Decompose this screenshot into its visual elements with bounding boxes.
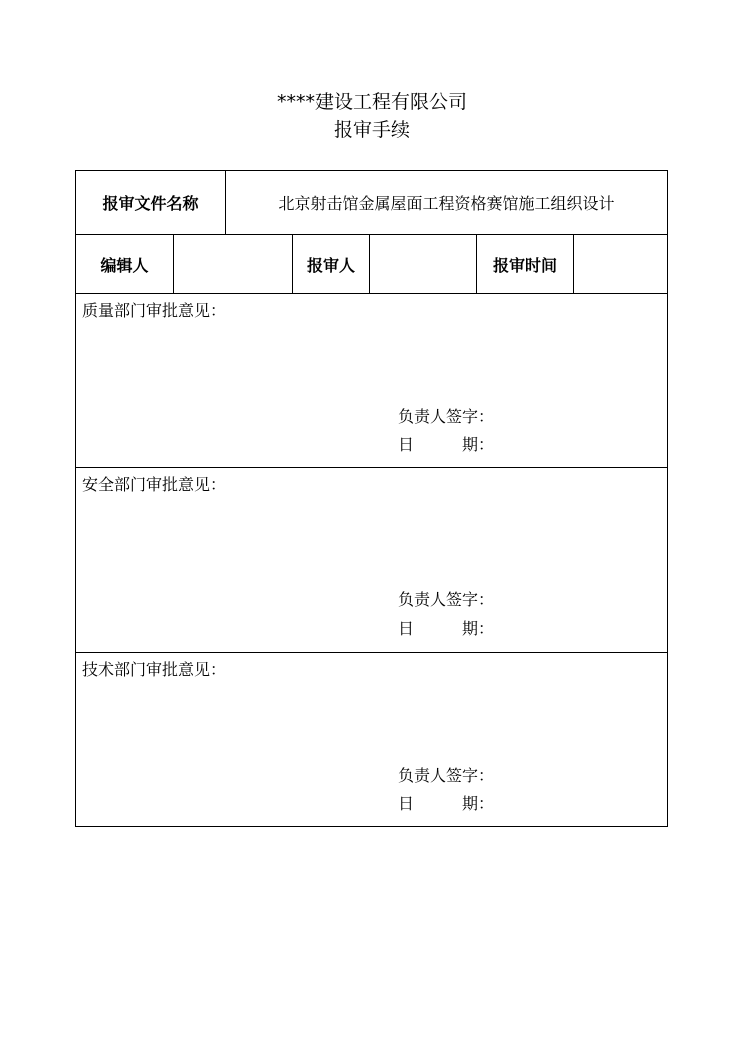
- technical-approval-label: 技术部门审批意见：: [82, 660, 227, 679]
- info-row: [76, 235, 668, 294]
- approval-form-table: [75, 170, 668, 827]
- technical-signer-label: 负责人签字：: [398, 766, 495, 785]
- quality-section-row: [76, 294, 668, 468]
- safety-approval-label: 安全部门审批意见：: [82, 475, 227, 494]
- doc-name-label: 报审文件名称: [76, 171, 226, 235]
- safety-signer-label: 负责人签字：: [398, 590, 495, 609]
- safety-section-row: [76, 468, 668, 653]
- doc-name-value: 北京射击馆金属屋面工程资格赛馆施工组织设计: [226, 171, 668, 235]
- submit-time-label: 报审时间: [477, 235, 574, 294]
- safety-date-label: 日 期：: [398, 619, 495, 638]
- editor-label: 编辑人: [76, 235, 174, 294]
- technical-approval-section: [76, 653, 668, 827]
- quality-approval-section: [76, 294, 668, 468]
- quality-approval-label: 质量部门审批意见：: [82, 301, 227, 320]
- document-title: [0, 88, 744, 144]
- quality-date-label: 日 期：: [398, 435, 495, 454]
- technical-date-label: 日 期：: [398, 794, 495, 813]
- safety-approval-section: [76, 468, 668, 653]
- quality-signer-label: 负责人签字：: [398, 407, 495, 426]
- submit-time-value: [574, 235, 668, 294]
- editor-value: [174, 235, 293, 294]
- technical-section-row: [76, 653, 668, 827]
- submitter-label: 报审人: [293, 235, 370, 294]
- form-title: 报审手续: [333, 119, 410, 141]
- submitter-value: [370, 235, 477, 294]
- doc-name-row: [76, 171, 668, 235]
- company-name: ****建设工程有限公司: [276, 91, 467, 113]
